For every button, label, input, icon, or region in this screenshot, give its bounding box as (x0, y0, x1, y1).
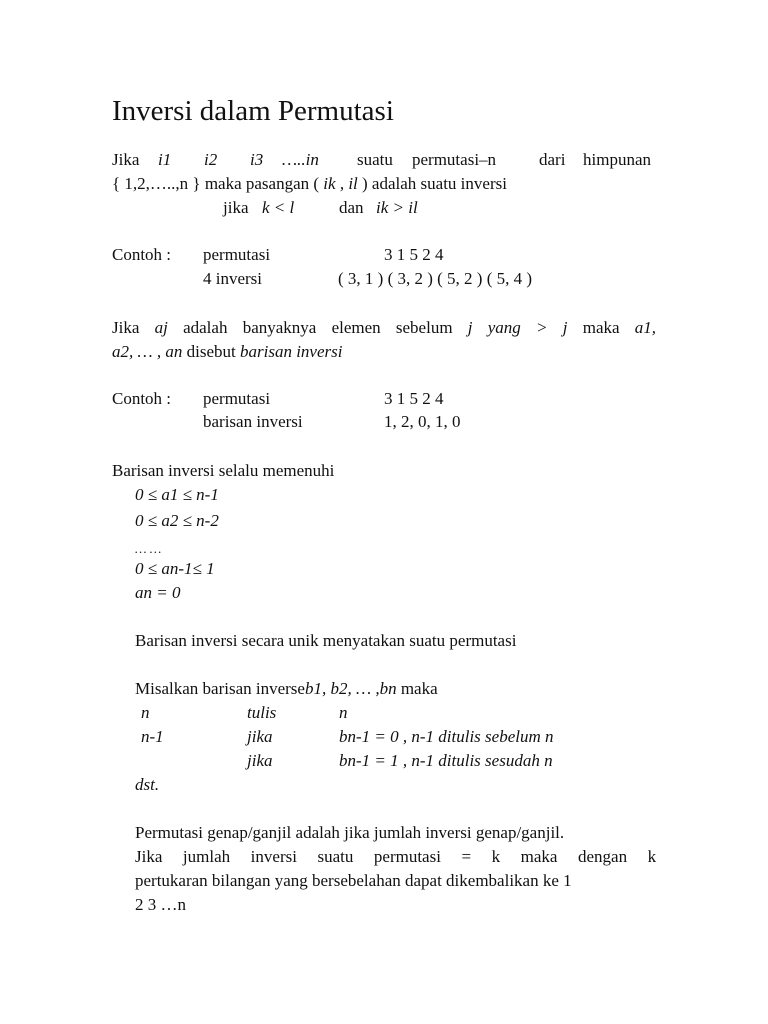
property-line: 0 ≤ an-1≤ 1 (135, 559, 215, 578)
term-barisan-inversi: barisan inversi (239, 342, 343, 361)
rule-cell: jika (247, 727, 273, 746)
rule-cell: bn-1 = 0 , n-1 ditulis sebelum n (339, 727, 554, 746)
property-line: 0 ≤ a1 ≤ n-1 (135, 485, 219, 504)
word-maka: maka (400, 679, 438, 698)
word: banyaknya (242, 318, 317, 337)
rule-cell: tulis (247, 703, 277, 722)
var-in: …..in (282, 150, 319, 169)
example-label: Contoh : (112, 389, 172, 408)
definition-line-2 (112, 173, 507, 195)
word: Jika (112, 318, 140, 337)
word: = (461, 847, 472, 866)
example-row-label: barisan inversi (203, 412, 303, 431)
pair-ik-il: ik , il (323, 174, 358, 193)
rule-cell: n (339, 703, 348, 722)
var-aj: aj (154, 318, 168, 337)
var-i2: i2 (204, 150, 218, 169)
rule-cell: n (141, 703, 150, 722)
example-row-value: 1, 2, 0, 1, 0 (384, 412, 461, 431)
dst-text: dst. (135, 775, 160, 794)
word: inversi (250, 847, 297, 866)
unique-statement: Barisan inversi secara unik menyatakan suatu permutasi (135, 631, 517, 650)
parity-line-2 (135, 846, 656, 868)
word: elemen (331, 318, 381, 337)
parity-line-4: 2 3 …n (135, 895, 186, 914)
word: Jika (135, 847, 163, 866)
definition-2-line-1 (112, 317, 656, 339)
word-suatu: suatu (357, 150, 393, 169)
word: k (491, 847, 501, 866)
example-row-value: 3 1 5 2 4 (384, 389, 444, 408)
word: suatu (317, 847, 354, 866)
example-row-value: ( 3, 1 ) ( 3, 2 ) ( 5, 2 ) ( 5, 4 ) (338, 269, 533, 288)
word: adalah (183, 318, 228, 337)
word: permutasi (373, 847, 441, 866)
word: sebelum (395, 318, 453, 337)
example-row-value: 3 1 5 2 4 (384, 245, 444, 264)
word: jumlah (182, 847, 231, 866)
definition-2-line-2 (112, 341, 342, 363)
property-line: 0 ≤ a2 ≤ n-2 (135, 511, 219, 530)
example-row-label: permutasi (203, 245, 271, 264)
word-himpunan: himpunan (583, 150, 651, 169)
parity-line-1: Permutasi genap/ganjil adalah jika jumlah inversi genap/ganjil. (135, 823, 565, 842)
properties-heading: Barisan inversi selalu memenuhi (112, 461, 335, 480)
word: j (467, 318, 473, 337)
example-row-label: 4 inversi (203, 269, 263, 288)
seq-a: a2, … , an (112, 342, 183, 361)
var-a1: a1, (634, 318, 657, 337)
seq-b: b1, b2, … ,bn (304, 679, 397, 698)
word-disebut: disebut (186, 342, 236, 361)
cond-k-lt-l: k < l (262, 198, 295, 217)
property-line: an = 0 (135, 583, 181, 602)
inversi-text: ) adalah suatu inversi (362, 174, 507, 193)
example-row-label: permutasi (203, 389, 271, 408)
rule-cell: bn-1 = 1 , n-1 ditulis sesudah n (339, 751, 553, 770)
word: maka (520, 847, 558, 866)
parity-line-3: pertukaran bilangan yang bersebelahan dapat dikembalikan ke 1 (135, 871, 572, 890)
word: > (536, 318, 548, 337)
cond-ik-gt-il: ik > il (376, 198, 418, 217)
page-title: Inversi dalam Permutasi (112, 95, 394, 127)
var-i1: i1 (158, 150, 172, 169)
word: yang (487, 318, 521, 337)
word: j (562, 318, 568, 337)
rule-cell: n-1 (141, 727, 164, 746)
word-jika-2: jika (223, 198, 249, 217)
word-dari: dari (539, 150, 566, 169)
misalkan-lead: Misalkan barisan inverse (135, 679, 305, 698)
example-label: Contoh : (112, 245, 172, 264)
set-text: { 1,2,…..,n } maka pasangan ( (112, 174, 320, 193)
word-permutasi: permutasi–n (412, 150, 497, 169)
word: dengan (578, 847, 628, 866)
word-dan: dan (339, 198, 364, 217)
misalkan-line (135, 678, 438, 700)
word-jika: Jika (112, 150, 140, 169)
var-i3: i3 (250, 150, 264, 169)
word: k (647, 847, 657, 866)
rule-cell: jika (247, 751, 273, 770)
word: maka (582, 318, 620, 337)
property-ellipsis: … … (135, 541, 162, 556)
